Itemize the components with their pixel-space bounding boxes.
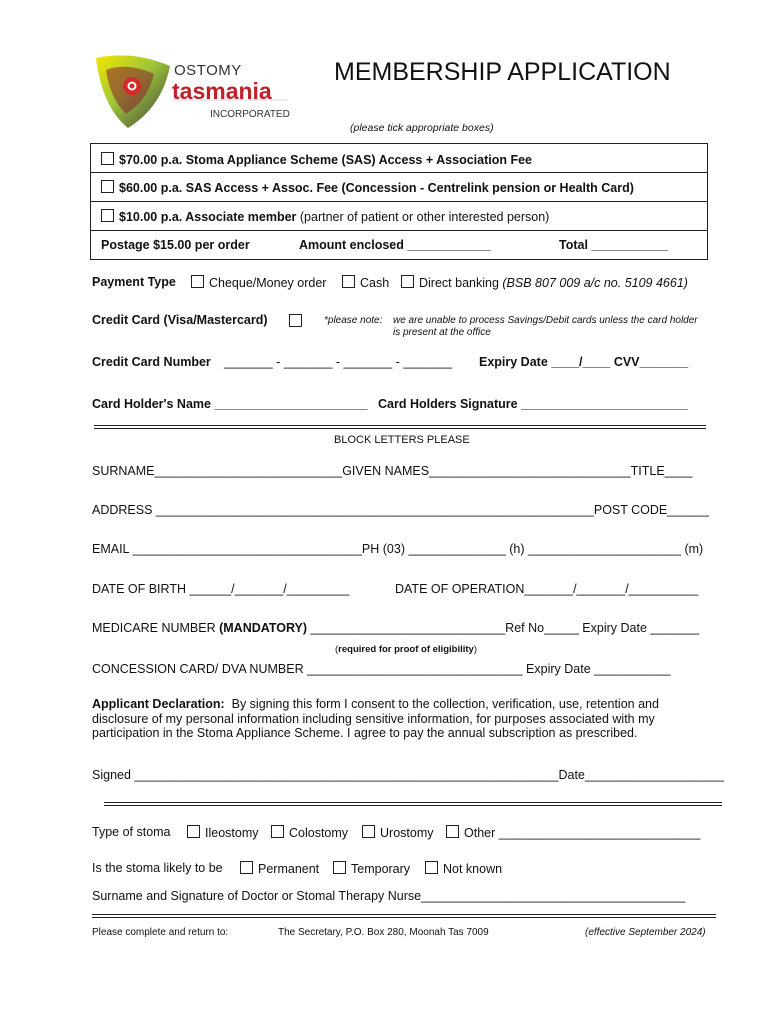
fee-option-1-label: $70.00 p.a. Stoma Appliance Scheme (SAS) Access + Association Fee <box>119 153 533 167</box>
stoma-other-option[interactable] <box>446 825 700 840</box>
footer-return-label: Please complete and return to: <box>92 927 229 938</box>
logo-sub-text: INCORPORATED <box>210 109 290 120</box>
concession-card-line[interactable]: CONCESSION CARD/ DVA NUMBER _______________________________ Expiry Date ___________ <box>92 662 671 676</box>
checkbox[interactable] <box>101 209 114 222</box>
fee-row-2 <box>91 173 707 202</box>
credit-card-number-label: Credit Card Number <box>92 355 211 369</box>
doctor-signature-line[interactable]: Surname and Signature of Doctor or Stomal Therapy Nurse______________________________________ <box>92 889 686 903</box>
name-fields-line[interactable]: SURNAME___________________________GIVEN NAMES_____________________________TITLE____ <box>92 464 693 478</box>
medicare-fields-line[interactable] <box>92 621 699 635</box>
card-expiry-cvv-field[interactable]: Expiry Date ____/____ CVV_______ <box>479 355 689 369</box>
card-holder-name-field[interactable]: Card Holder's Name ______________________ <box>92 397 368 411</box>
stoma-ileostomy-label: Ileostomy <box>205 826 259 840</box>
section-divider <box>104 802 722 806</box>
checkbox[interactable] <box>101 152 114 165</box>
checkbox[interactable] <box>333 861 346 874</box>
stoma-urostomy-label: Urostomy <box>380 826 434 840</box>
logo <box>92 52 292 132</box>
checkbox[interactable] <box>446 825 459 838</box>
payment-cheque-label: Cheque/Money order <box>209 276 327 290</box>
payment-cheque-option[interactable] <box>191 275 326 290</box>
checkbox[interactable] <box>101 180 114 193</box>
medicare-label: MEDICARE NUMBER <box>92 621 220 635</box>
fee-option-1[interactable] <box>101 152 532 167</box>
fee-row-3 <box>91 202 707 231</box>
fee-row-totals <box>91 231 707 258</box>
payment-direct-label: Direct banking <box>419 276 499 290</box>
card-note-line2: is present at the office <box>393 327 491 338</box>
checkbox[interactable] <box>240 861 253 874</box>
checkbox[interactable] <box>187 825 200 838</box>
payment-cash-option[interactable] <box>342 275 389 290</box>
stoma-colostomy-option[interactable] <box>271 825 348 840</box>
checkbox[interactable] <box>401 275 414 288</box>
credit-card-label: Credit Card (Visa/Mastercard) <box>92 313 268 327</box>
fee-row-1 <box>91 144 707 173</box>
stoma-urostomy-option[interactable] <box>362 825 433 840</box>
amount-enclosed-field[interactable]: Amount enclosed ____________ <box>299 238 491 252</box>
fee-option-3-label: $10.00 p.a. Associate member <box>119 210 297 224</box>
date-of-operation-field[interactable]: DATE OF OPERATION_______/_______/__________ <box>395 582 699 596</box>
fee-option-3[interactable] <box>101 209 549 224</box>
section-divider <box>94 425 706 429</box>
payment-cash-label: Cash <box>360 276 390 290</box>
medicare-blanks: ____________________________Ref No_____ Expiry Date _______ <box>307 621 700 635</box>
fee-option-2[interactable] <box>101 180 634 195</box>
stoma-not-known-option[interactable] <box>425 861 502 876</box>
card-note-label: *please note: <box>324 315 383 326</box>
signature-date-line[interactable]: Signed _____________________________________________________________Date____________________ <box>92 768 724 782</box>
stoma-temporary-label: Temporary <box>351 862 411 876</box>
footer-effective-date: (effective September 2024) <box>585 927 706 938</box>
fees-table <box>90 143 708 260</box>
section-divider <box>92 914 716 918</box>
mandatory-label: (MANDATORY) <box>219 621 308 635</box>
stoma-ileostomy-option[interactable] <box>187 825 259 840</box>
stoma-temporary-option[interactable] <box>333 861 410 876</box>
date-of-birth-field[interactable]: DATE OF BIRTH ______/_______/_________ <box>92 582 350 596</box>
checkbox[interactable] <box>191 275 204 288</box>
declaration-label: Applicant Declaration: <box>92 697 225 711</box>
block-letters-note: BLOCK LETTERS PLEASE <box>334 434 470 446</box>
address-fields-line[interactable]: ADDRESS _______________________________________________________________POST CODE______ <box>92 503 709 517</box>
fee-option-3-note: (partner of patient or other interested person) <box>296 210 550 224</box>
checkbox[interactable] <box>271 825 284 838</box>
checkbox[interactable] <box>289 314 302 327</box>
card-holder-signature-field[interactable]: Card Holders Signature ________________________ <box>378 397 688 411</box>
page-subtitle: (please tick appropriate boxes) <box>350 122 494 134</box>
stoma-not-known-label: Not known <box>443 862 503 876</box>
contact-fields-line[interactable]: EMAIL _________________________________PH (03) ______________ (h) ______________________ (m) <box>92 542 704 556</box>
credit-card-number-field[interactable]: _______ - _______ - _______ - _______ <box>224 355 452 369</box>
logo-main-text: tasmania <box>172 78 272 104</box>
stoma-permanent-option[interactable] <box>240 861 319 876</box>
payment-type-label: Payment Type <box>92 275 176 289</box>
declaration-line: participation in the Stoma Appliance Scheme. I agree to pay the annual subscription as prescribed. <box>92 726 638 740</box>
footer-address: The Secretary, P.O. Box 280, Moonah Tas 7009 <box>278 927 489 938</box>
eligibility-note: (required for proof of eligibility) <box>335 644 477 655</box>
stoma-type-label: Type of stoma <box>92 825 171 839</box>
payment-direct-option[interactable] <box>401 275 688 290</box>
stoma-colostomy-label: Colostomy <box>289 826 349 840</box>
page-title: MEMBERSHIP APPLICATION <box>334 58 671 86</box>
postage-label: Postage $15.00 per order <box>101 238 250 252</box>
declaration-line: By signing this form I consent to the collection, verification, use, retention and <box>231 697 659 711</box>
total-field[interactable]: Total ___________ <box>559 238 668 252</box>
checkbox[interactable] <box>362 825 375 838</box>
fee-option-2-label: $60.00 p.a. SAS Access + Assoc. Fee (Concession - Centrelink pension or Health Card) <box>119 181 634 195</box>
stoma-other-label: Other _____________________________ <box>464 826 701 840</box>
credit-card-option[interactable] <box>289 313 307 331</box>
checkbox[interactable] <box>342 275 355 288</box>
stoma-permanent-label: Permanent <box>258 862 320 876</box>
bsb-details: (BSB 807 009 a/c no. 5109 4661) <box>502 276 688 290</box>
card-note-line1: we are unable to process Savings/Debit cards unless the card holder <box>393 315 698 326</box>
declaration-line: disclosure of my personal information including sensitive information, for purposes associated with my <box>92 711 655 726</box>
applicant-declaration <box>92 697 659 741</box>
checkbox[interactable] <box>425 861 438 874</box>
logo-top-text: OSTOMY <box>174 62 242 79</box>
stoma-likely-label: Is the stoma likely to be <box>92 861 223 875</box>
